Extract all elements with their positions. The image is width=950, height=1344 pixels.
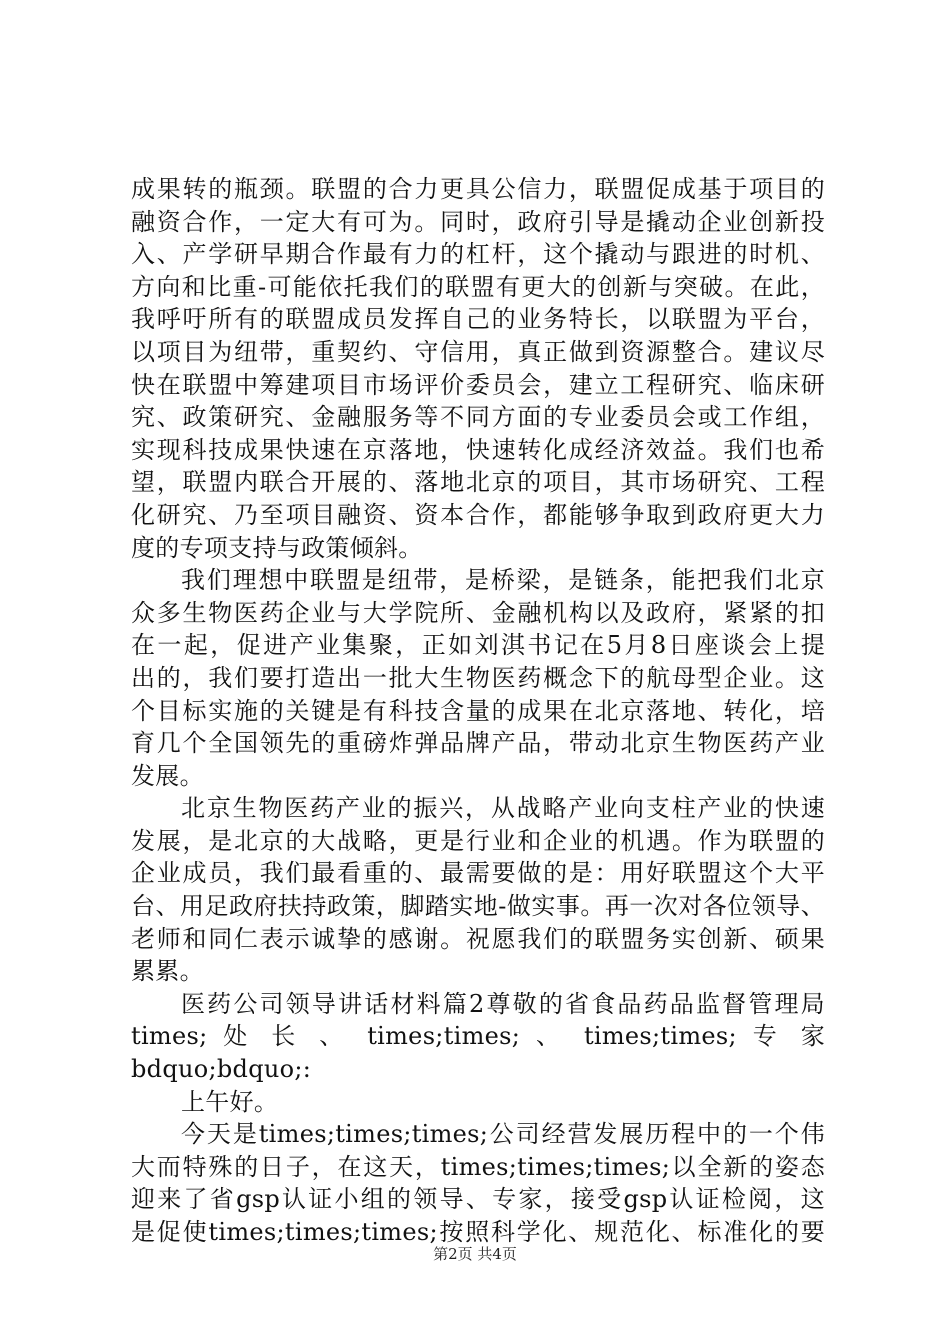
text-line: 在一起，促进产业集聚，正如刘淇书记在5月8日座谈会上提 — [131, 631, 825, 660]
text-line: 以项目为纽带，重契约、守信用，真正做到资源整合。建议尽 — [131, 337, 825, 366]
text-line: 融资合作，一定大有可为。同时，政府引导是撬动企业创新投 — [131, 207, 825, 236]
text-line: 累累。 — [131, 957, 204, 986]
page-number-label: 第2页 共4页 — [433, 1245, 517, 1263]
text-line: 度的专项支持与政策倾斜。 — [131, 533, 423, 562]
text-line: 快在联盟中筹建项目市场评价委员会，建立工程研究、临床研 — [131, 370, 825, 399]
text-line: 发展，是北京的大战略，更是行业和企业的机遇。作为联盟的 — [131, 826, 825, 855]
text-line: 大而特殊的日子，在这天，times;times;times;以全新的姿态 — [131, 1152, 825, 1181]
text-line: 出的，我们要打造出一批大生物医药概念下的航母型企业。这 — [131, 663, 825, 692]
text-line: 企业成员，我们最看重的、最需要做的是：用好联盟这个大平 — [131, 859, 825, 888]
page-footer — [0, 1244, 950, 1264]
document-body — [131, 173, 825, 1249]
text-line: 今天是times;times;times;公司经营发展历程中的一个伟 — [181, 1120, 825, 1149]
text-line: 成果转的瓶颈。联盟的合力更具公信力，联盟促成基于项目的 — [131, 175, 825, 203]
text-line: 个目标实施的关键是有科技含量的成果在北京落地、转化，培 — [131, 696, 825, 725]
text-line: bdquo;bdquo;: — [131, 1055, 312, 1084]
text-line: 迎来了省gsp认证小组的领导、专家，接受gsp认证检阅，这 — [131, 1185, 825, 1214]
text-line: 上午好。 — [181, 1087, 279, 1116]
text-line: 医药公司领导讲话材料篇2尊敬的省食品药品监督管理局 — [181, 989, 825, 1018]
text-line: 我呼吁所有的联盟成员发挥自己的业务特长，以联盟为平台， — [131, 305, 825, 334]
text-line: 台、用足政府扶持政策，脚踏实地-做实事。再一次对各位领导、 — [131, 892, 825, 921]
text-line: 实现科技成果快速在京落地，快速转化成经济效益。我们也希 — [131, 435, 825, 464]
text-line: 化研究、乃至项目融资、资本合作，都能够争取到政府更大力 — [131, 500, 825, 529]
text-line: 入、产学研早期合作最有力的杠杆，这个撬动与跟进的时机、 — [131, 240, 825, 269]
text-line: 老师和同仁表示诚挚的感谢。祝愿我们的联盟务实创新、硕果 — [131, 924, 825, 953]
text-line: 北京生物医药产业的振兴，从战略产业向支柱产业的快速 — [181, 794, 825, 823]
text-line: times; 处 长 、 times;times; 、 times;times; 专 家 — [131, 1022, 825, 1051]
text-line: 我们理想中联盟是纽带，是桥梁，是链条，能把我们北京 — [181, 566, 825, 595]
text-line: 究、政策研究、金融服务等不同方面的专业委员会或工作组， — [131, 403, 825, 432]
text-line: 发展。 — [131, 761, 204, 790]
text-line: 方向和比重-可能依托我们的联盟有更大的创新与突破。在此， — [131, 272, 825, 301]
text-line: 众多生物医药企业与大学院所、金融机构以及政府，紧紧的扣 — [131, 598, 825, 627]
text-line: 育几个全国领先的重磅炸弹品牌产品，带动北京生物医药产业 — [131, 729, 825, 758]
text-line: 是促使times;times;times;按照科学化、规范化、标准化的要 — [131, 1218, 825, 1246]
text-line: 望，联盟内联合开展的、落地北京的项目，其市场研究、工程 — [131, 468, 825, 497]
